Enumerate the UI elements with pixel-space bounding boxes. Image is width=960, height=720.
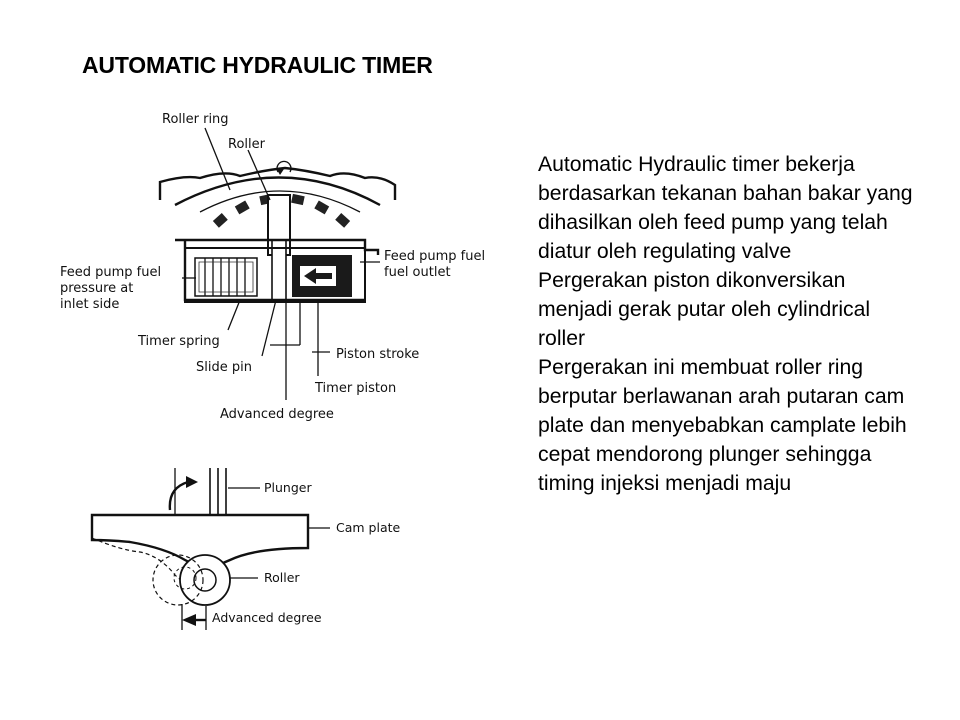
description-paragraph-2: Pergerakan piston dikonversikan menjadi gerak putar oleh cylindrical roller	[538, 269, 871, 350]
label-timer-spring: Timer spring	[138, 334, 220, 349]
label-feed-pump-outlet-1: Feed pump fuel	[384, 249, 486, 264]
description-paragraph-3: Pergerakan ini membuat roller ring berputar berlawanan arah putaran cam plate dan menyebabkan camplate lebih cepat mendorong plunger sehingga timing injeksi menjadi maju	[538, 356, 907, 495]
label-roller-ring: Roller ring	[162, 112, 229, 127]
cam-rotation-arrow	[170, 482, 188, 510]
label-feed-pump-inlet-3: inlet side	[60, 297, 120, 312]
slide-pin-leader	[262, 300, 276, 356]
label-roller-bottom: Roller	[264, 570, 300, 585]
description-paragraph-1: Automatic Hydraulic timer bekerja berdasarkan tekanan bahan bakar yang dihasilkan oleh feed pump yang telah diatur oleh regulating valve	[538, 153, 913, 263]
advance-arrow-icon	[182, 614, 196, 626]
plunger	[210, 468, 226, 515]
label-feed-pump-inlet-1: Feed pump fuel	[60, 265, 162, 280]
roller-ring-leader	[205, 128, 230, 190]
cam-plate-diagram	[92, 468, 401, 630]
label-advanced-degree-bottom: Advanced degree	[212, 610, 322, 625]
label-cam-plate: Cam plate	[336, 520, 401, 535]
label-feed-pump-inlet-2: pressure at	[60, 281, 134, 296]
label-roller: Roller	[228, 137, 265, 152]
timer-cross-section-diagram	[60, 112, 485, 422]
timer-spring-leader	[228, 300, 240, 330]
timer-spring	[195, 258, 257, 296]
label-slide-pin: Slide pin	[196, 360, 252, 375]
label-feed-pump-outlet-2: fuel outlet	[384, 265, 451, 280]
label-timer-piston: Timer piston	[315, 381, 397, 396]
roller-circle	[180, 555, 230, 605]
label-advanced-degree-top: Advanced degree	[220, 407, 334, 422]
page-title: AUTOMATIC HYDRAULIC TIMER	[82, 52, 433, 78]
label-piston-stroke: Piston stroke	[336, 347, 420, 362]
label-plunger: Plunger	[264, 480, 312, 495]
